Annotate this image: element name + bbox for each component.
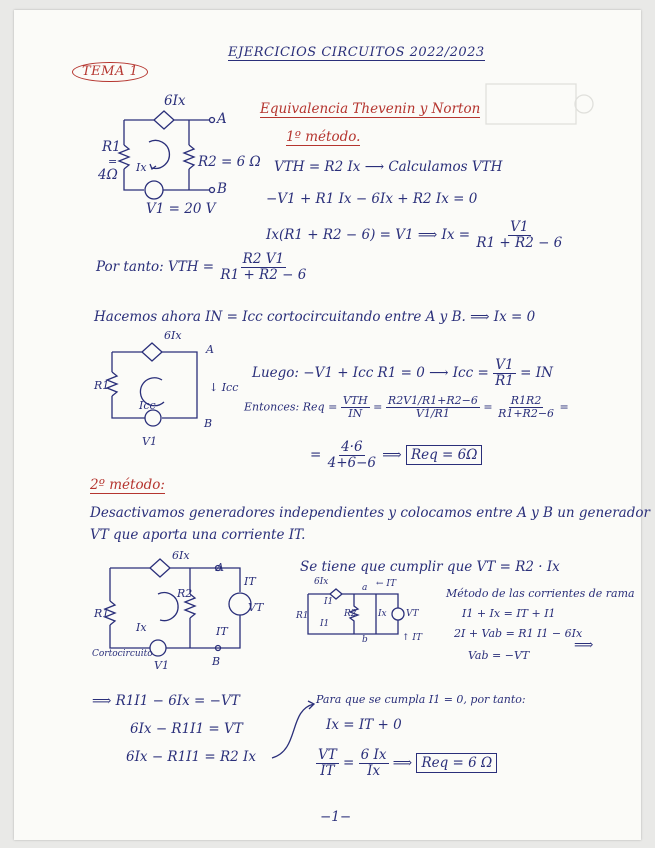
c3-it-top: IT (244, 575, 256, 588)
c4-i1-label: I1 (324, 597, 334, 607)
eq-l3: 6Ix − R1I1 = R2 Ix (126, 749, 256, 765)
vt-condition: Se tiene que cumplir que VT = R2 · Ix (300, 559, 560, 575)
c4-r1-label: R1 (296, 611, 309, 621)
c1-r1-equals: = (108, 155, 118, 168)
req-result-box: Req = 6Ω (406, 445, 482, 465)
mc-eq2: 2I + Vab = R1 I1 − 6Ix (454, 627, 583, 640)
eq-final-req: $\frac{VT}{IT}$ = $\frac{6 Ix}{Ix}$ ⟹ Req = 6 Ω (316, 748, 497, 779)
c1-node-b: B (217, 181, 227, 197)
eq-icc: Luego: −V1 + Icc R1 = 0 ⟶ Icc = $\frac{V1}{R1}$ = IN (252, 357, 553, 389)
c2-v1-label: V1 (142, 435, 157, 448)
c4-it-bottom: ↑ IT (402, 633, 422, 643)
c3-ix-label: Ix (136, 621, 147, 634)
tema-badge: TEMA 1 (72, 62, 148, 82)
c1-r1-value: 4Ω (98, 167, 118, 183)
method-2-line2: VT que aporta una corriente IT. (90, 527, 306, 543)
c2-icc-arrow: ↓ Icc (209, 381, 239, 394)
eq-kvl: −V1 + R1 Ix − 6Ix + R2 Ix = 0 (266, 191, 478, 207)
arrow-curve (270, 700, 320, 762)
c1-node-a: A (217, 111, 227, 127)
c3-vt-label: VT (248, 601, 264, 614)
c1-source-label: 6Ix (164, 93, 186, 109)
c2-node-b: B (204, 417, 213, 430)
c3-short-label: Cortocircuito (92, 649, 153, 659)
c4-ix-label: Ix (378, 609, 387, 619)
c4-i1-loop: I1 (320, 619, 330, 629)
c3-r2-label: R2 (177, 587, 193, 600)
c2-node-a: A (206, 343, 214, 356)
c2-r1-label: R1 (94, 379, 110, 392)
c1-ix-label: Ix (136, 161, 147, 174)
c1-v1-label: V1 = 20 V (146, 201, 216, 217)
c4-vt-label: VT (406, 609, 419, 619)
circuit-diagram-2 (102, 340, 212, 430)
norton-statement: Hacemos ahora IN = Icc cortocircuitando entre A y B. ⟹ Ix = 0 (94, 309, 536, 325)
eq-vth-result: Por tanto: VTH = $\frac{R2 V1}{R1 + R2 - 6}$ (96, 251, 307, 283)
method-1-heading: 1º método. (286, 129, 361, 145)
mc-eq3: Vab = −VT (468, 649, 530, 662)
c2-source-label: 6Ix (164, 329, 182, 342)
bleed-through-drawing (484, 76, 604, 136)
c3-v1-label: V1 (154, 659, 169, 672)
mc-eq1: I1 + Ix = IT + I1 (462, 607, 556, 620)
c1-r1-label: R1 (102, 139, 121, 155)
c4-node-a: a (362, 583, 368, 593)
eq-l1: ⟹ R1I1 − 6Ix = −VT (92, 693, 240, 709)
eq-ix-solve: Ix(R1 + R2 − 6) = V1 ⟹ Ix = $\frac{V1}{R1 + R2 - 6}$ (266, 219, 563, 251)
c3-node-a: A (216, 561, 224, 574)
method-2-heading: 2º método: (90, 477, 165, 493)
section1-heading: Equivalencia Thevenin y Norton (260, 101, 481, 117)
c4-node-b: b (362, 635, 368, 645)
c4-r2-label: R2 (344, 609, 357, 619)
mc-implies: ⟹ (574, 637, 594, 653)
c3-r1-label: R1 (94, 607, 110, 620)
final-req-box: Req = 6 Ω (416, 753, 497, 773)
branch-current-method: Método de las corrientes de rama (446, 587, 635, 600)
eq-vth-ix: VTH = R2 Ix ⟶ Calculamos VTH (274, 159, 503, 175)
c4-source-label: 6Ix (314, 577, 329, 587)
c3-source-label: 6Ix (172, 549, 190, 562)
eq-req-numeric: = $\frac{4\cdot 6}{4+6-6}$ ⟹ Req = 6Ω (310, 440, 482, 471)
c3-node-b: B (212, 655, 221, 668)
page-number: −1− (320, 809, 352, 825)
eq-ix-it: Ix = IT + 0 (326, 717, 402, 733)
circuit-diagram-4 (302, 584, 412, 644)
eq-req: Entonces: Req = $\frac{\text{VTH}}{IN}$ = $\frac{R2V1/R1+R2-6}{V1/R1}$ = $\frac{R1R2}{R1+R2-6}$ = (244, 394, 569, 421)
c1-r2-label: R2 = 6 Ω (198, 154, 261, 170)
page-title: EJERCICIOS CIRCUITOS 2022/2023 (228, 45, 485, 60)
c2-icc-loop: Icc (139, 399, 156, 412)
c3-it-bottom: IT (216, 625, 228, 638)
c4-it-top: ← IT (376, 579, 396, 589)
notebook-page (14, 10, 650, 840)
condition-i1-zero: Para que se cumpla I1 = 0, por tanto: (316, 693, 526, 706)
eq-l2: 6Ix − R1I1 = VT (130, 721, 243, 737)
method-2-line1: Desactivamos generadores independientes y colocamos entre A y B un generador (90, 505, 650, 521)
